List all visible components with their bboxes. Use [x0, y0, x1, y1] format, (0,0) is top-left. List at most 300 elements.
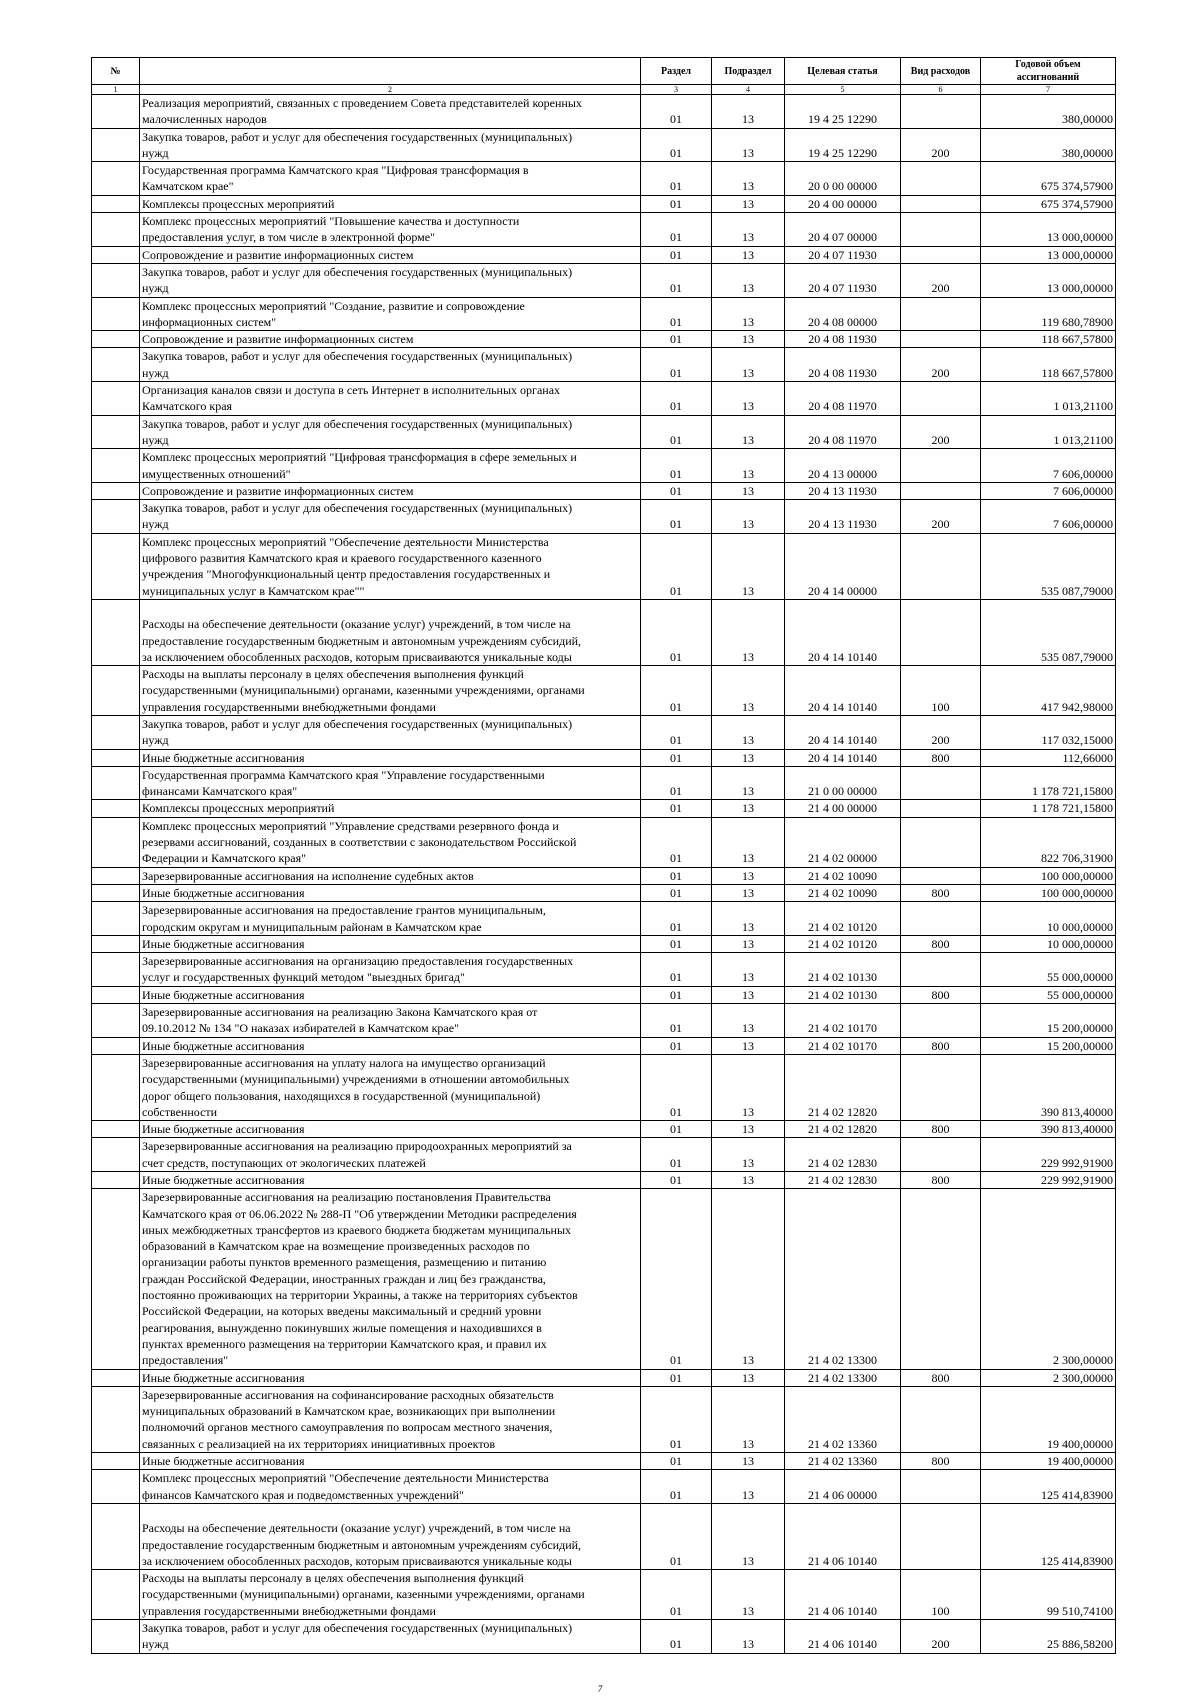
item-name-cell: Закупка товаров, работ и услуг для обеспечения государственных (муниципальных) нужд: [140, 500, 641, 534]
target-article-cell: 21 4 02 10120: [785, 935, 901, 952]
subsection-cell: 13: [712, 1453, 785, 1470]
item-name-cell: Зарезервированные ассигнования на организацию предоставления государственных услуг и государственных функций методом "выездных бригад": [140, 953, 641, 987]
row-number-cell: [92, 1054, 140, 1120]
section-cell: 01: [641, 1172, 712, 1189]
table-row: [92, 95, 1116, 129]
target-article-cell: 21 4 02 10130: [785, 986, 901, 1003]
amount-cell: 7 606,00000: [981, 500, 1116, 534]
item-name-cell: Государственная программа Камчатского края "Цифровая трансформация в Камчатском крае": [140, 162, 641, 196]
table-row: [92, 666, 1116, 716]
target-article-cell: 20 4 08 11970: [785, 415, 901, 449]
amount-cell: 229 992,91900: [981, 1172, 1116, 1189]
amount-cell: 390 813,40000: [981, 1121, 1116, 1138]
table-row: [92, 1054, 1116, 1120]
section-cell: 01: [641, 195, 712, 212]
subsection-cell: 13: [712, 297, 785, 331]
expense-type-cell: [901, 867, 981, 884]
item-name-cell: Организация каналов связи и доступа в сеть Интернет в исполнительных органах Камчатского края: [140, 382, 641, 416]
subsection-cell: 13: [712, 95, 785, 129]
subsection-cell: 13: [712, 449, 785, 483]
row-number-cell: [92, 1503, 140, 1569]
item-name-cell: Комплекс процессных мероприятий "Создание, развитие и сопровождение информационных систем": [140, 297, 641, 331]
target-article-cell: 19 4 25 12290: [785, 95, 901, 129]
amount-cell: 675 374,57900: [981, 162, 1116, 196]
section-cell: 01: [641, 817, 712, 867]
amount-cell: 125 414,83900: [981, 1470, 1116, 1504]
section-cell: 01: [641, 95, 712, 129]
item-name-cell: Зарезервированные ассигнования на софинансирование расходных обязательств муниципальных образований в Камчатском крае, возникающих при выполнении полномочий органов местного самоуправления по вопросам местного значения, связанных с реализацией на их территориях инициативных проектов: [140, 1386, 641, 1452]
subsection-cell: 13: [712, 1004, 785, 1038]
section-cell: 01: [641, 1138, 712, 1172]
expense-type-cell: 800: [901, 935, 981, 952]
subsection-cell: 13: [712, 935, 785, 952]
row-number-cell: [92, 986, 140, 1003]
row-number-cell: [92, 128, 140, 162]
item-name-cell: Закупка товаров, работ и услуг для обеспечения государственных (муниципальных) нужд: [140, 715, 641, 749]
row-number-cell: [92, 749, 140, 766]
expense-type-cell: [901, 817, 981, 867]
amount-cell: 118 667,57800: [981, 348, 1116, 382]
item-name-cell: Зарезервированные ассигнования на уплату налога на имущество организаций государственными (муниципальными) учреждениями в отношении автомобильных дорог общего пользования, находящихся в государственной (муниципальной) собственности: [140, 1054, 641, 1120]
section-cell: 01: [641, 935, 712, 952]
subsection-cell: 13: [712, 1138, 785, 1172]
row-number-cell: [92, 263, 140, 297]
subsection-cell: 13: [712, 1054, 785, 1120]
page-number: 7: [597, 1684, 603, 1694]
amount-cell: 117 032,15000: [981, 715, 1116, 749]
header-subsection: Подраздел: [712, 58, 785, 85]
subsection-cell: 13: [712, 195, 785, 212]
table-row: [92, 128, 1116, 162]
row-number-cell: [92, 666, 140, 716]
section-cell: 01: [641, 213, 712, 247]
table-row: [92, 195, 1116, 212]
column-number: 4: [712, 85, 785, 95]
target-article-cell: 20 4 08 11930: [785, 331, 901, 348]
table-row: [92, 1004, 1116, 1038]
column-number: 3: [641, 85, 712, 95]
section-cell: 01: [641, 1121, 712, 1138]
expense-type-cell: [901, 195, 981, 212]
section-cell: 01: [641, 449, 712, 483]
section-cell: 01: [641, 1054, 712, 1120]
amount-cell: 675 374,57900: [981, 195, 1116, 212]
section-cell: 01: [641, 297, 712, 331]
table-row: [92, 500, 1116, 534]
item-name-cell: Иные бюджетные ассигнования: [140, 935, 641, 952]
expense-type-cell: 200: [901, 128, 981, 162]
row-number-cell: [92, 162, 140, 196]
item-name-cell: Расходы на обеспечение деятельности (оказание услуг) учреждений, в том числе на предоставление государственным бюджетным и автономным учреждениям субсидий, за исключением обособленных расходов, которым присваиваются уникальные коды: [140, 1503, 641, 1569]
item-name-cell: Государственная программа Камчатского края "Управление государственными финансами Камчатского края": [140, 766, 641, 800]
table-row: [92, 415, 1116, 449]
expense-type-cell: [901, 599, 981, 665]
item-name-cell: Иные бюджетные ассигнования: [140, 1369, 641, 1386]
amount-cell: 55 000,00000: [981, 953, 1116, 987]
section-cell: 01: [641, 348, 712, 382]
amount-cell: 535 087,79000: [981, 599, 1116, 665]
row-number-cell: [92, 599, 140, 665]
column-number: 7: [981, 85, 1116, 95]
row-number-cell: [92, 449, 140, 483]
row-number-cell: [92, 953, 140, 987]
expense-type-cell: [901, 162, 981, 196]
amount-cell: 13 000,00000: [981, 246, 1116, 263]
target-article-cell: 21 4 02 10170: [785, 1037, 901, 1054]
subsection-cell: 13: [712, 766, 785, 800]
expense-type-cell: [901, 1138, 981, 1172]
item-name-cell: Комплексы процессных мероприятий: [140, 195, 641, 212]
amount-cell: 2 300,00000: [981, 1189, 1116, 1369]
target-article-cell: 21 4 06 10140: [785, 1503, 901, 1569]
row-number-cell: [92, 415, 140, 449]
row-number-cell: [92, 867, 140, 884]
row-number-cell: [92, 1369, 140, 1386]
expense-type-cell: [901, 213, 981, 247]
section-cell: 01: [641, 884, 712, 901]
item-name-cell: Сопровождение и развитие информационных систем: [140, 482, 641, 499]
row-number-cell: [92, 715, 140, 749]
row-number-cell: [92, 213, 140, 247]
target-article-cell: 21 4 06 00000: [785, 1470, 901, 1504]
target-article-cell: 20 4 08 00000: [785, 297, 901, 331]
amount-cell: 380,00000: [981, 128, 1116, 162]
section-cell: 01: [641, 1386, 712, 1452]
amount-cell: 15 200,00000: [981, 1004, 1116, 1038]
amount-cell: 19 400,00000: [981, 1453, 1116, 1470]
subsection-cell: 13: [712, 348, 785, 382]
target-article-cell: 21 4 02 13360: [785, 1453, 901, 1470]
amount-cell: 112,66000: [981, 749, 1116, 766]
target-article-cell: 21 4 02 10170: [785, 1004, 901, 1038]
amount-cell: 7 606,00000: [981, 449, 1116, 483]
subsection-cell: 13: [712, 1037, 785, 1054]
section-cell: 01: [641, 1503, 712, 1569]
column-number: 2: [140, 85, 641, 95]
target-article-cell: 20 4 13 11930: [785, 500, 901, 534]
item-name-cell: Расходы на выплаты персоналу в целях обеспечения выполнения функций государственными (муниципальными) органами, казенными учреждениями, органами управления государственными внебюджетными фондами: [140, 666, 641, 716]
item-name-cell: Иные бюджетные ассигнования: [140, 1121, 641, 1138]
row-number-cell: [92, 1138, 140, 1172]
section-cell: 01: [641, 382, 712, 416]
row-number-cell: [92, 800, 140, 817]
subsection-cell: 13: [712, 263, 785, 297]
section-cell: 01: [641, 331, 712, 348]
target-article-cell: 20 4 00 00000: [785, 195, 901, 212]
table-row: [92, 297, 1116, 331]
header-no: №: [92, 58, 140, 85]
amount-cell: 25 886,58200: [981, 1620, 1116, 1654]
row-number-cell: [92, 331, 140, 348]
subsection-cell: 13: [712, 500, 785, 534]
target-article-cell: 21 4 00 00000: [785, 800, 901, 817]
amount-cell: 55 000,00000: [981, 986, 1116, 1003]
expense-type-cell: 200: [901, 715, 981, 749]
subsection-cell: 13: [712, 162, 785, 196]
expense-type-cell: 100: [901, 1570, 981, 1620]
table-row: [92, 246, 1116, 263]
row-number-cell: [92, 1620, 140, 1654]
section-cell: 01: [641, 1453, 712, 1470]
item-name-cell: Комплекс процессных мероприятий "Повышение качества и доступности предоставления услуг, в том числе в электронной форме": [140, 213, 641, 247]
item-name-cell: Зарезервированные ассигнования на предоставление грантов муниципальным, городским округам и муниципальным районам в Камчатском крае: [140, 902, 641, 936]
item-name-cell: Зарезервированные ассигнования на реализацию Закона Камчатского края от 09.10.2012 № 134 "О наказах избирателей в Камчатском крае": [140, 1004, 641, 1038]
target-article-cell: 21 0 00 00000: [785, 766, 901, 800]
target-article-cell: 21 4 06 10140: [785, 1570, 901, 1620]
table-row: [92, 1453, 1116, 1470]
expense-type-cell: [901, 902, 981, 936]
expense-type-cell: 800: [901, 884, 981, 901]
row-number-cell: [92, 1121, 140, 1138]
item-name-cell: Комплексы процессных мероприятий: [140, 800, 641, 817]
table-row: [92, 817, 1116, 867]
section-cell: 01: [641, 533, 712, 599]
amount-cell: 13 000,00000: [981, 263, 1116, 297]
expense-type-cell: 200: [901, 500, 981, 534]
table-row: [92, 162, 1116, 196]
subsection-cell: 13: [712, 599, 785, 665]
amount-cell: 100 000,00000: [981, 884, 1116, 901]
header-section: Раздел: [641, 58, 712, 85]
target-article-cell: 20 4 14 10140: [785, 715, 901, 749]
target-article-cell: 19 4 25 12290: [785, 128, 901, 162]
row-number-cell: [92, 766, 140, 800]
row-number-cell: [92, 195, 140, 212]
table-row: [92, 749, 1116, 766]
section-cell: 01: [641, 263, 712, 297]
target-article-cell: 20 4 14 00000: [785, 533, 901, 599]
item-name-cell: Сопровождение и развитие информационных систем: [140, 246, 641, 263]
target-article-cell: 21 4 02 12820: [785, 1121, 901, 1138]
subsection-cell: 13: [712, 246, 785, 263]
row-number-cell: [92, 246, 140, 263]
subsection-cell: 13: [712, 533, 785, 599]
amount-cell: 100 000,00000: [981, 867, 1116, 884]
target-article-cell: 20 4 14 10140: [785, 599, 901, 665]
table-row: [92, 1138, 1116, 1172]
budget-table: [91, 57, 1116, 1654]
target-article-cell: 21 4 02 13300: [785, 1369, 901, 1386]
target-article-cell: 20 4 08 11930: [785, 348, 901, 382]
target-article-cell: 20 4 13 00000: [785, 449, 901, 483]
item-name-cell: Комплекс процессных мероприятий "Обеспечение деятельности Министерства цифрового развития Камчатского края и краевого государственного казенного учреждения "Многофункциональный центр предоставления государственных и муниципальных услуг в Камчатском крае"": [140, 533, 641, 599]
section-cell: 01: [641, 986, 712, 1003]
amount-cell: 417 942,98000: [981, 666, 1116, 716]
row-number-cell: [92, 1386, 140, 1452]
table-row: [92, 766, 1116, 800]
subsection-cell: 13: [712, 482, 785, 499]
table-row: [92, 1503, 1116, 1569]
expense-type-cell: 100: [901, 666, 981, 716]
target-article-cell: 21 4 02 13300: [785, 1189, 901, 1369]
amount-cell: 118 667,57800: [981, 331, 1116, 348]
section-cell: 01: [641, 482, 712, 499]
item-name-cell: Реализация мероприятий, связанных с проведением Совета представителей коренных малочисленных народов: [140, 95, 641, 129]
row-number-cell: [92, 1037, 140, 1054]
item-name-cell: Закупка товаров, работ и услуг для обеспечения государственных (муниципальных) нужд: [140, 415, 641, 449]
table-row: [92, 884, 1116, 901]
section-cell: 01: [641, 1570, 712, 1620]
amount-cell: 119 680,78900: [981, 297, 1116, 331]
header-expense-type: Вид расходов: [901, 58, 981, 85]
target-article-cell: 21 4 02 10130: [785, 953, 901, 987]
amount-cell: 19 400,00000: [981, 1386, 1116, 1452]
section-cell: 01: [641, 766, 712, 800]
subsection-cell: 13: [712, 902, 785, 936]
row-number-cell: [92, 902, 140, 936]
table-row: [92, 1369, 1116, 1386]
item-name-cell: Закупка товаров, работ и услуг для обеспечения государственных (муниципальных) нужд: [140, 348, 641, 382]
subsection-cell: 13: [712, 1369, 785, 1386]
subsection-cell: 13: [712, 1189, 785, 1369]
amount-cell: 1 013,21100: [981, 415, 1116, 449]
expense-type-cell: [901, 482, 981, 499]
row-number-cell: [92, 1570, 140, 1620]
subsection-cell: 13: [712, 415, 785, 449]
table-row: [92, 953, 1116, 987]
target-article-cell: 20 4 13 11930: [785, 482, 901, 499]
table-row: [92, 331, 1116, 348]
amount-cell: 1 178 721,15800: [981, 800, 1116, 817]
expense-type-cell: 200: [901, 1620, 981, 1654]
expense-type-cell: [901, 449, 981, 483]
section-cell: 01: [641, 749, 712, 766]
subsection-cell: 13: [712, 986, 785, 1003]
amount-cell: 535 087,79000: [981, 533, 1116, 599]
column-number: 6: [901, 85, 981, 95]
subsection-cell: 13: [712, 666, 785, 716]
target-article-cell: 21 4 02 00000: [785, 817, 901, 867]
item-name-cell: Расходы на выплаты персоналу в целях обеспечения выполнения функций государственными (муниципальными) органами, казенными учреждениями, органами управления государственными внебюджетными фондами: [140, 1570, 641, 1620]
section-cell: 01: [641, 162, 712, 196]
table-row: [92, 902, 1116, 936]
table-row: [92, 1570, 1116, 1620]
item-name-cell: Иные бюджетные ассигнования: [140, 1037, 641, 1054]
table-row: [92, 533, 1116, 599]
amount-cell: 10 000,00000: [981, 902, 1116, 936]
section-cell: 01: [641, 1189, 712, 1369]
item-name-cell: Зарезервированные ассигнования на реализацию природоохранных мероприятий за счет средств, поступающих от экологических платежей: [140, 1138, 641, 1172]
subsection-cell: 13: [712, 1503, 785, 1569]
section-cell: 01: [641, 902, 712, 936]
target-article-cell: 21 4 02 10090: [785, 867, 901, 884]
section-cell: 01: [641, 800, 712, 817]
row-number-cell: [92, 817, 140, 867]
table-header-row: [92, 58, 1116, 85]
row-number-cell: [92, 500, 140, 534]
section-cell: 01: [641, 415, 712, 449]
table-row: [92, 1386, 1116, 1452]
item-name-cell: Закупка товаров, работ и услуг для обеспечения государственных (муниципальных) нужд: [140, 1620, 641, 1654]
item-name-cell: Иные бюджетные ассигнования: [140, 1172, 641, 1189]
item-name-cell: Иные бюджетные ассигнования: [140, 749, 641, 766]
target-article-cell: 21 4 06 10140: [785, 1620, 901, 1654]
subsection-cell: 13: [712, 213, 785, 247]
row-number-cell: [92, 533, 140, 599]
row-number-cell: [92, 482, 140, 499]
table-row: [92, 715, 1116, 749]
amount-cell: 229 992,91900: [981, 1138, 1116, 1172]
expense-type-cell: [901, 953, 981, 987]
section-cell: 01: [641, 867, 712, 884]
item-name-cell: Иные бюджетные ассигнования: [140, 1453, 641, 1470]
expense-type-cell: [901, 382, 981, 416]
expense-type-cell: [901, 800, 981, 817]
amount-cell: 7 606,00000: [981, 482, 1116, 499]
amount-cell: 13 000,00000: [981, 213, 1116, 247]
subsection-cell: 13: [712, 1570, 785, 1620]
table-row: [92, 867, 1116, 884]
subsection-cell: 13: [712, 817, 785, 867]
header-target: Целевая статья: [785, 58, 901, 85]
expense-type-cell: [901, 1189, 981, 1369]
subsection-cell: 13: [712, 953, 785, 987]
expense-type-cell: [901, 533, 981, 599]
subsection-cell: 13: [712, 331, 785, 348]
table-row: [92, 263, 1116, 297]
target-article-cell: 20 4 08 11970: [785, 382, 901, 416]
table-row: [92, 348, 1116, 382]
table-row: [92, 599, 1116, 665]
subsection-cell: 13: [712, 128, 785, 162]
header-annual: Годовой объем ассигнований: [981, 58, 1116, 85]
item-name-cell: Зарезервированные ассигнования на реализацию постановления Правительства Камчатского края от 06.06.2022 № 288-П "Об утверждении Методики распределения иных межбюджетных трансфертов из краевого бюджета бюджетам муниципальных образований в Камчатском крае на возмещение произведенных расходов по организации работы пунктов временного размещения, размещению и питанию граждан Российской Федерации, иностранных граждан и лиц без гражданства, постоянно проживающих на территории Украины, а также на территориях субъектов Российской Федерации, на которых введены максимальный и средний уровни реагирования, вынужденно покинувших жилые помещения и находившихся в пунктах временного размещения на территории Камчатского края, и правил их предоставления": [140, 1189, 641, 1369]
subsection-cell: 13: [712, 1121, 785, 1138]
row-number-cell: [92, 382, 140, 416]
subsection-cell: 13: [712, 884, 785, 901]
expense-type-cell: [901, 1503, 981, 1569]
section-cell: 01: [641, 953, 712, 987]
target-article-cell: 21 4 02 12820: [785, 1054, 901, 1120]
expense-type-cell: 200: [901, 263, 981, 297]
table-row: [92, 1189, 1116, 1369]
expense-type-cell: 800: [901, 1172, 981, 1189]
column-number: 5: [785, 85, 901, 95]
amount-cell: 10 000,00000: [981, 935, 1116, 952]
expense-type-cell: [901, 1054, 981, 1120]
subsection-cell: 13: [712, 1620, 785, 1654]
expense-type-cell: 200: [901, 415, 981, 449]
amount-cell: 822 706,31900: [981, 817, 1116, 867]
expense-type-cell: 800: [901, 986, 981, 1003]
section-cell: 01: [641, 1620, 712, 1654]
expense-type-cell: [901, 297, 981, 331]
section-cell: 01: [641, 1470, 712, 1504]
expense-type-cell: 800: [901, 749, 981, 766]
item-name-cell: Комплекс процессных мероприятий "Обеспечение деятельности Министерства финансов Камчатского края и подведомственных учреждений": [140, 1470, 641, 1504]
row-number-cell: [92, 935, 140, 952]
table-row: [92, 935, 1116, 952]
table-row: [92, 1172, 1116, 1189]
subsection-cell: 13: [712, 1470, 785, 1504]
section-cell: 01: [641, 715, 712, 749]
column-numbers-row: [92, 85, 1116, 95]
subsection-cell: 13: [712, 715, 785, 749]
table-row: [92, 1121, 1116, 1138]
expense-type-cell: 800: [901, 1037, 981, 1054]
table-row: [92, 1037, 1116, 1054]
expense-type-cell: [901, 766, 981, 800]
amount-cell: 1 178 721,15800: [981, 766, 1116, 800]
amount-cell: 99 510,74100: [981, 1570, 1116, 1620]
row-number-cell: [92, 884, 140, 901]
amount-cell: 125 414,83900: [981, 1503, 1116, 1569]
amount-cell: 380,00000: [981, 95, 1116, 129]
target-article-cell: 21 4 02 10120: [785, 902, 901, 936]
target-article-cell: 20 0 00 00000: [785, 162, 901, 196]
section-cell: 01: [641, 1004, 712, 1038]
subsection-cell: 13: [712, 800, 785, 817]
